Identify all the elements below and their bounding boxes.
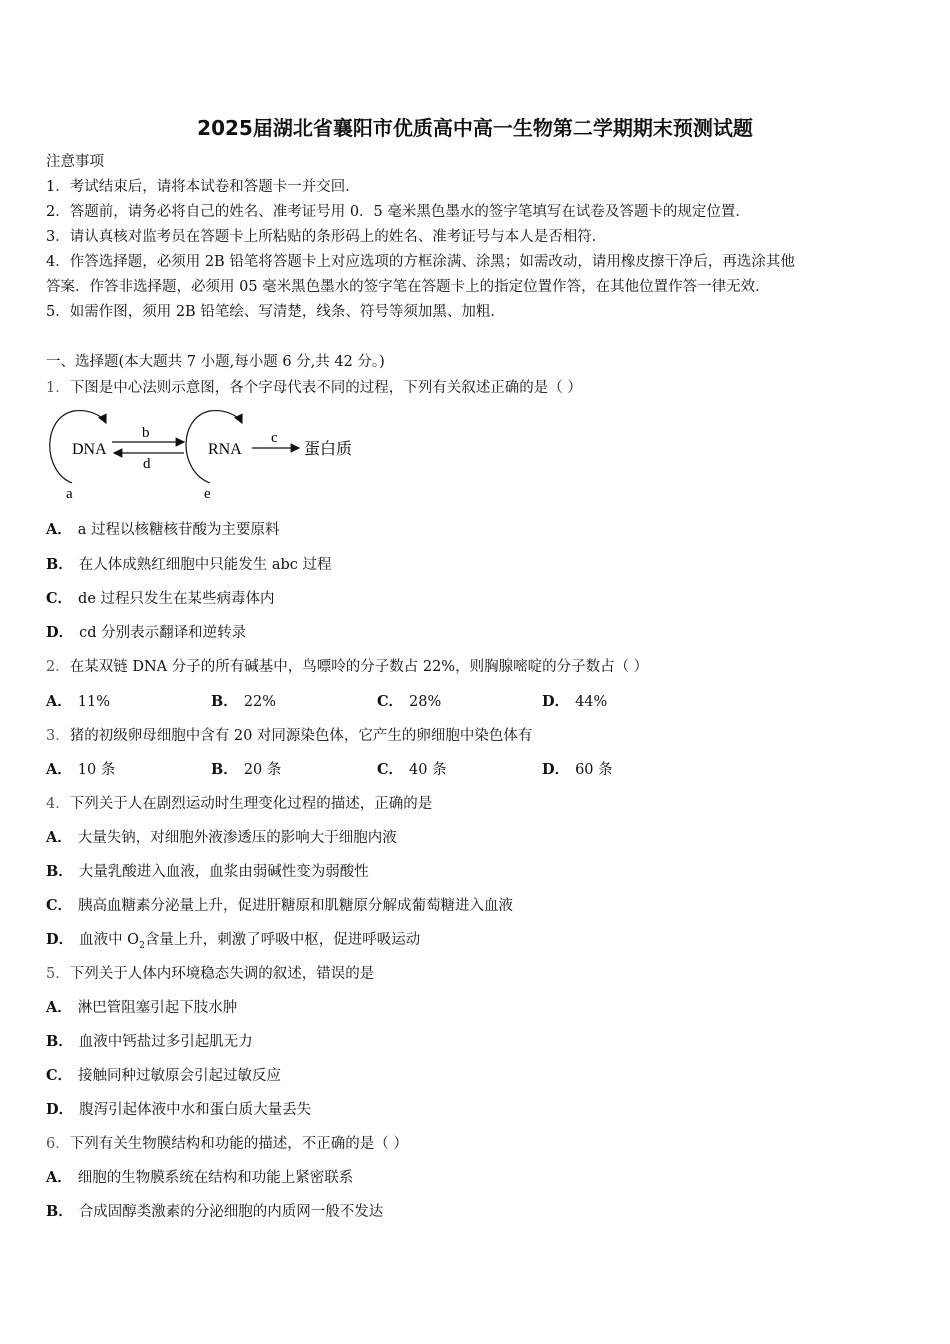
notice-block [46, 150, 906, 325]
option-letter: C． [46, 1067, 73, 1084]
option-a [46, 518, 280, 539]
question-number: 6． [46, 1136, 70, 1152]
option-b [211, 758, 281, 779]
option-letter: B． [211, 693, 238, 710]
option-letter: B． [46, 863, 73, 880]
question-text: 下列有关生物膜结构和功能的描述，不正确的是（ ） [69, 1136, 408, 1152]
protein-label: 蛋白质 [304, 439, 353, 458]
option-d [542, 758, 613, 779]
option-text: 细胞的生物膜系统在结构和功能上紧密联系 [77, 1170, 354, 1186]
option-text: de 过程只发生在某些病毒体内 [78, 591, 275, 607]
option-text: 接触同种过敏原会引起过敏反应 [78, 1068, 282, 1084]
notice-line: 1．考试结束后，请将本试卷和答题卡一并交回． [46, 179, 360, 195]
option-letter: A． [46, 1169, 72, 1186]
option-letter: D． [542, 761, 570, 778]
option-text: 28% [409, 694, 442, 710]
option-letter: B． [46, 1203, 73, 1220]
option-text: cd 分别表示翻译和逆转录 [79, 625, 247, 641]
question-text: 在某双链 DNA 分子的所有碱基中，鸟嘌呤的分子数占 22%，则胸腺嘧啶的分子数占（ ） [69, 659, 649, 675]
option-letter: D． [46, 624, 74, 641]
option-b [46, 860, 369, 881]
option-text [79, 932, 421, 951]
question-1 [46, 376, 582, 397]
notice-heading: 注意事项 [46, 154, 104, 170]
option-text: 合成固醇类激素的分泌细胞的内质网一般不发达 [78, 1204, 384, 1220]
option-a [46, 690, 110, 711]
option-letter: D． [46, 1101, 74, 1118]
central-dogma-diagram [44, 405, 374, 505]
option-letter: C． [46, 897, 73, 914]
option-a [46, 758, 115, 779]
option-c [377, 690, 441, 711]
option-text: a 过程以核糖核苷酸为主要原料 [77, 522, 280, 538]
option-text: 10 条 [77, 762, 116, 778]
label-a: a [66, 486, 73, 502]
notice-line: 2．答题前，请务必将自己的姓名、准考证号用 0．5 毫米黑色墨水的签字笔填写在试卷及答题卡的规定位置． [46, 204, 750, 220]
option-c [377, 758, 447, 779]
option-c [46, 1064, 281, 1085]
option-letter: D． [542, 693, 570, 710]
dna-label: DNA [72, 441, 107, 458]
question-number: 1． [46, 380, 70, 396]
question-2 [46, 655, 648, 676]
option-a [46, 996, 237, 1017]
option-text-post: 含量上升，刺激了呼吸中枢，促进呼吸运动 [144, 932, 421, 948]
notice-line: 答案．作答非选择题，必须用 05 毫米黑色墨水的签字笔在答题卡上的指定位置作答，在其他位置作答一律无效． [46, 279, 770, 295]
question-3 [46, 724, 532, 745]
option-letter: A． [46, 693, 72, 710]
subscript: 2 [139, 940, 145, 951]
option-d [46, 1098, 311, 1119]
question-number: 5． [46, 966, 70, 982]
option-letter: B． [46, 1033, 73, 1050]
label-c: c [271, 430, 278, 446]
option-text: 20 条 [243, 762, 282, 778]
option-text: 大量失钠，对细胞外液渗透压的影响大于细胞内液 [77, 830, 397, 846]
option-letter: A． [46, 761, 72, 778]
notice-line: 4．作答选择题，必须用 2B 铅笔将答题卡上对应选项的方框涂满、涂黑；如需改动，请用橡皮擦干净后，再选涂其他 [46, 254, 795, 270]
option-a [46, 1166, 353, 1187]
question-4 [46, 792, 432, 813]
section-heading: 一、选择题(本大题共 7 小题,每小题 6 分,共 42 分。) [46, 354, 385, 370]
option-b [46, 1200, 383, 1221]
option-letter: C． [46, 590, 73, 607]
option-d [46, 621, 246, 642]
option-text: 40 条 [409, 762, 447, 778]
question-text: 下列关于人在剧烈运动时生理变化过程的描述，正确的是 [69, 796, 433, 812]
option-text: 胰高血糖素分泌量上升，促进肝糖原和肌糖原分解成葡萄糖进入血液 [78, 898, 514, 914]
question-6 [46, 1132, 408, 1153]
option-letter: D． [46, 931, 74, 948]
option-d [46, 928, 420, 951]
option-text: 在人体成熟红细胞中只能发生 abc 过程 [78, 557, 332, 573]
option-letter: A． [46, 999, 72, 1016]
notice-line: 5．如需作图，须用 2B 铅笔绘、写清楚，线条、符号等须加黑、加粗． [46, 304, 505, 320]
option-letter: C． [377, 693, 404, 710]
option-b [46, 1030, 253, 1051]
option-b [46, 553, 332, 574]
question-text: 猪的初级卵母细胞中含有 20 对同源染色体，它产生的卵细胞中染色体有 [69, 728, 533, 744]
option-text: 60 条 [575, 762, 613, 778]
question-text: 下图是中心法则示意图，各个字母代表不同的过程，下列有关叙述正确的是（ ） [69, 380, 582, 396]
option-text: 22% [243, 694, 276, 710]
option-letter: A． [46, 829, 72, 846]
label-d: d [143, 456, 151, 472]
question-number: 3． [46, 728, 70, 744]
label-b: b [142, 425, 150, 441]
option-letter: B． [46, 556, 73, 573]
label-e: e [204, 486, 211, 502]
option-letter: C． [377, 761, 404, 778]
option-c [46, 894, 513, 915]
option-c [46, 587, 275, 608]
notice-line: 3．请认真核对监考员在答题卡上所粘贴的条形码上的姓名、准考证号与本人是否相符． [46, 229, 607, 245]
option-text: 血液中钙盐过多引起肌无力 [78, 1034, 253, 1050]
option-letter: B． [211, 761, 238, 778]
option-text: 腹泻引起体液中水和蛋白质大量丢失 [79, 1102, 312, 1118]
option-b [211, 690, 276, 711]
option-text: 11% [77, 694, 110, 710]
option-a [46, 826, 397, 847]
question-5 [46, 962, 374, 983]
page-title: 2025届湖北省襄阳市优质高中高一生物第二学期期末预测试题 [197, 116, 753, 140]
option-text-pre: 血液中 O [79, 932, 140, 948]
option-d [542, 690, 607, 711]
option-text: 44% [575, 694, 608, 710]
option-text: 大量乳酸进入血液，血浆由弱碱性变为弱酸性 [78, 864, 369, 880]
option-text: 淋巴管阻塞引起下肢水肿 [77, 1000, 238, 1016]
question-number: 2． [46, 659, 70, 675]
rna-label: RNA [208, 441, 242, 458]
question-number: 4． [46, 796, 70, 812]
question-text: 下列关于人体内环境稳态失调的叙述，错误的是 [69, 966, 375, 982]
option-letter: A． [46, 521, 72, 538]
